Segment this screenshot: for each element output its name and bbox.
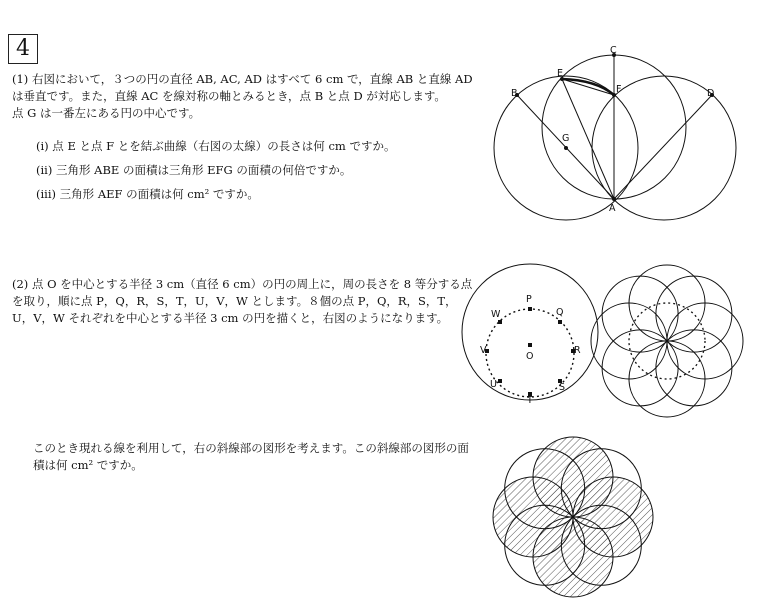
label-s: S — [559, 382, 566, 393]
part2-line: U，V，W それぞれを中心とする半径 3 cm の円を描くと，右図のようになります。 — [12, 311, 449, 325]
label-v: V — [480, 345, 487, 356]
label-o: O — [526, 351, 534, 362]
label-g: G — [562, 133, 570, 144]
label-t: T — [527, 395, 533, 406]
subquestion-ii: (ii) 三角形 ABE の面積は三角形 EFG の面積の何倍ですか。 — [36, 163, 352, 177]
part2-question-line: 積は何 cm² ですか。 — [33, 458, 143, 472]
label-f: F — [616, 84, 622, 95]
part1-line: 点 G は一番左にある円の中心です。 — [12, 106, 201, 120]
label-u: U — [490, 379, 497, 390]
problem-number: 4 — [8, 34, 38, 64]
subquestion-i: (i) 点 E と点 F とを結ぶ曲線（右図の太線）の長さは何 cm ですか。 — [36, 139, 396, 153]
part1-line: は垂直です。また，直線 AC を線対称の軸とみるとき，点 B と点 D が対応します。 — [12, 89, 446, 103]
label-p: P — [526, 294, 532, 305]
part2-question-line: このとき現れる線を利用して，右の斜線部の図形を考えます。この斜線部の図形の面 — [33, 441, 469, 455]
part2-line: (2) 点 O を中心とする半径 3 cm（直径 6 cm）の円の周上に，周の長さを 8 等分する点 — [12, 277, 473, 291]
label-q: Q — [556, 307, 564, 318]
label-e: E — [557, 68, 564, 79]
label-w: W — [491, 309, 501, 320]
label-d: D — [707, 88, 715, 99]
label-a: A — [609, 203, 616, 214]
label-c: C — [610, 45, 617, 56]
part2-line: を取り，順に点 P，Q，R，S，T，U，V，W とします。８個の点 P，Q，R，S，T， — [12, 294, 457, 308]
part1-line: (1) 右図において，３つの円の直径 AB, AC, AD はすべて 6 cm で，直線 AB と直線 AD — [12, 72, 473, 86]
label-b: B — [511, 88, 518, 99]
label-r: R — [574, 345, 581, 356]
subquestion-iii: (iii) 三角形 AEF の面積は何 cm² ですか。 — [36, 187, 259, 201]
